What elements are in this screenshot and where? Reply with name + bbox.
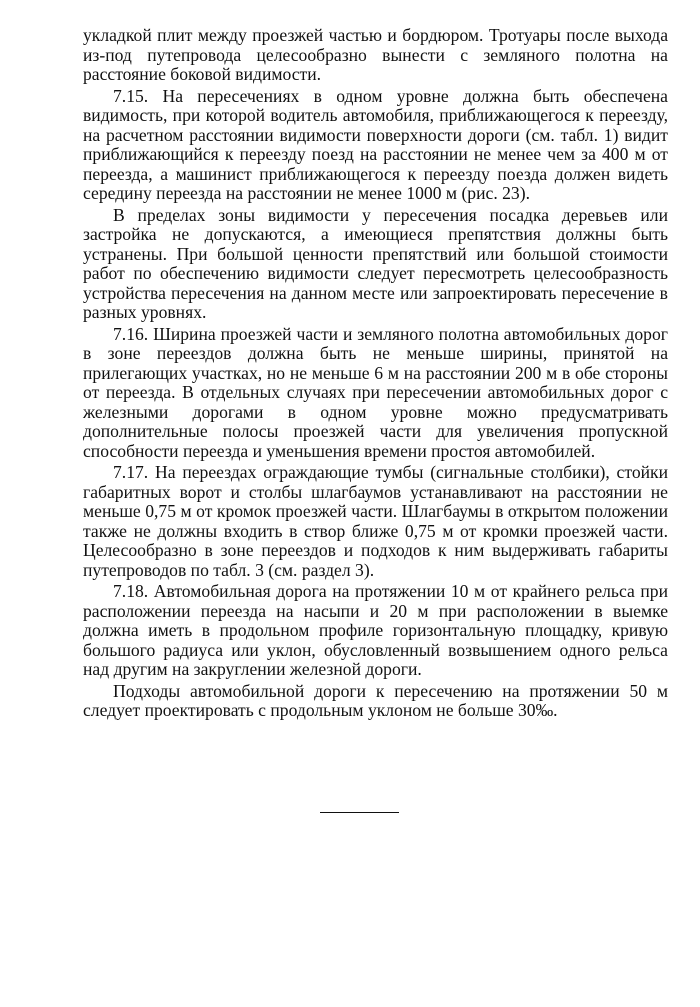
paragraph-visibility-zone: В пределах зоны видимости у пересечения посадка деревьев или застройка не допускаются, а имеющиеся препятствия должны быть устранены. При большой ценности препятствий или большой стоимости работ по обеспечению видимости следует пересмотреть целесообразность устройства пересечения на данном месте или запроектировать пересечение в разных уровнях.	[83, 204, 668, 322]
paragraph-7-16: 7.16. Ширина проезжей части и земляного полотна автомобильных дорог в зоне переездов должна быть не меньше ширины, принятой на прилегающих участках, но не меньше 6 м на расстоянии 200 м в обе стороны от переезда. В отдельных случаях при пересечении автомобильных дорог с железными дорогами в одном уровне можно предусматривать дополнительные полосы проезжей части для увеличения пропускной способности переезда и уменьшения времени простоя автомобилей.	[83, 323, 668, 461]
paragraph-7-15: 7.15. На пересечениях в одном уровне должна быть обеспечена видимость, при которой водитель автомобиля, приближающегося к переезду, на расчетном расстоянии видимости поверхности дороги (см. табл. 1) видит приближающийся к переезду поезд на расстоянии не менее чем за 400 м от переезда, а машинист приближающегося к переезду поезда должен видеть середину переезда на расстоянии не менее 1000 м (рис. 23).	[83, 85, 668, 203]
paragraph-7-17: 7.17. На переездах ограждающие тумбы (сигнальные столбики), стойки габаритных ворот и столбы шлагбаумов устанавливают на расстоянии не меньше 0,75 м от кромок проезжей части. Шлагбаумы в открытом положении также не должны входить в створ ближе 0,75 м от кромки проезжей части. Целесообразно в зоне переездов и подходов к ним выдерживать габариты путепроводов по табл. 3 (см. раздел 3).	[83, 462, 668, 580]
paragraph-7-18: 7.18. Автомобильная дорога на протяжении 10 м от крайнего рельса при расположении переезда на насыпи и 20 м при расположении в выемке должна иметь в продольном профиле горизонтальную площадку, кривую большого радиуса или уклон, обусловленный возвышением одного рельса над другим на закруглении железной дороги.	[83, 581, 668, 679]
section-end-divider	[320, 812, 399, 813]
paragraph-approaches: Подходы автомобильной дороги к пересечению на протяжении 50 м следует проектировать с продольным уклоном не больше 30‰.	[83, 680, 668, 720]
paragraph-continuation: укладкой плит между проезжей частью и бордюром. Тротуары после выхода из-под путепровода целесообразно вынести с земляного полотна на расстояние боковой видимости.	[83, 25, 668, 84]
document-body	[83, 26, 668, 723]
